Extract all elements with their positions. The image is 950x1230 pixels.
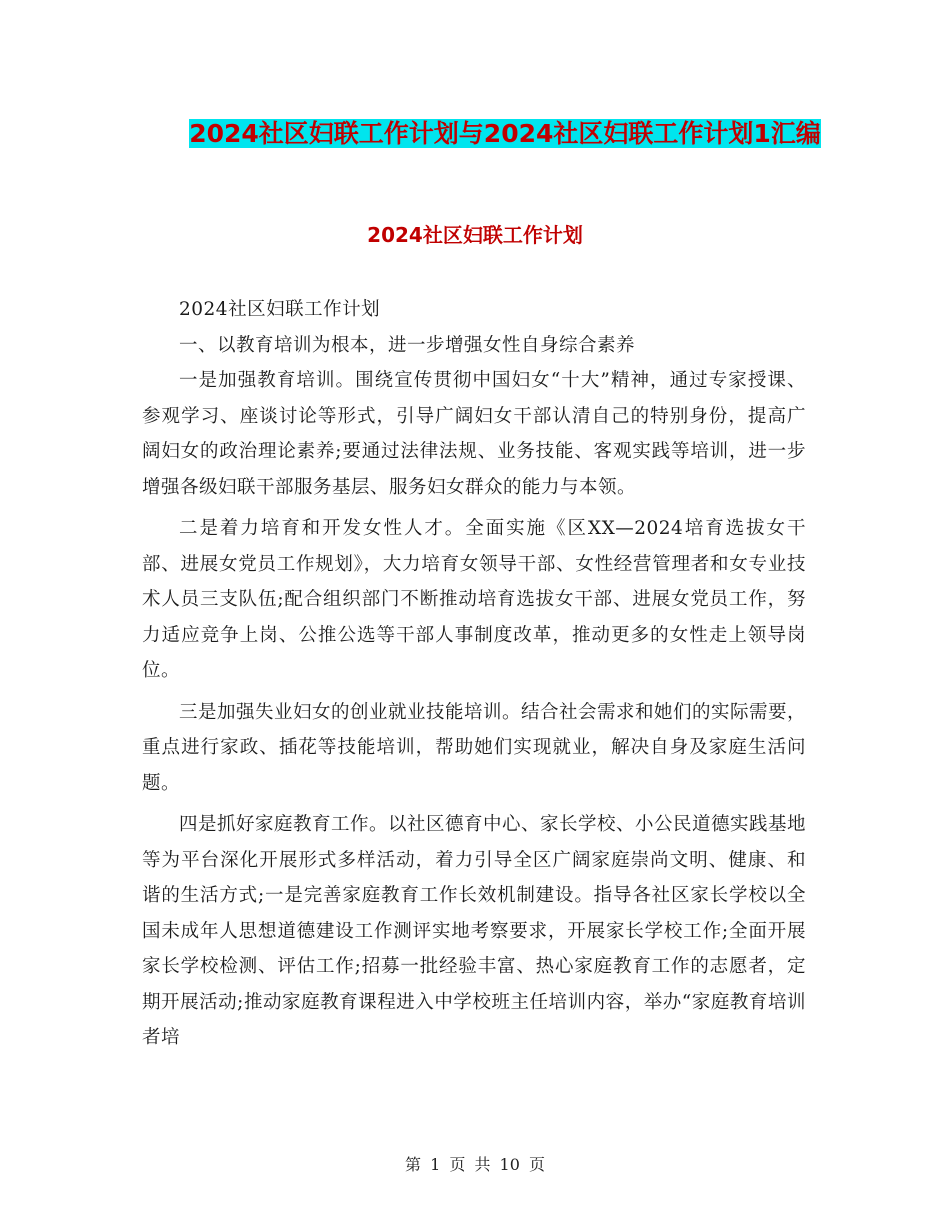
paragraph: 2024社区妇联工作计划 xyxy=(179,299,381,320)
paragraph: 三是加强失业妇女的创业就业技能培训。结合社会需求和她们的实际需要，重点进行家政、插花等技能培训，帮助她们实现就业，解决自身及家庭生活问题。 xyxy=(142,701,807,794)
paragraph: 一、以教育培训为根本，进一步增强女性自身综合素养 xyxy=(179,334,636,356)
page-footer: 第 1 页 共 10 页 xyxy=(405,1155,545,1174)
document-title-text: 2024社区妇联工作计划与2024社区妇联工作计划1汇编 xyxy=(189,119,821,148)
section-title: 2024社区妇联工作计划 xyxy=(367,223,583,247)
paragraph: 一是加强教育培训。围绕宣传贯彻中国妇女“十大”精神，通过专家授课、参观学习、座谈讨论等形式，引导广阔妇女干部认清自己的特别身份，提高广阔妇女的政治理论素养;要通过法律法规、业务技能、客观实践等培训，进一步增强各级妇联干部服务基层、服务妇女群众的能力与本领。 xyxy=(142,370,806,498)
paragraph: 二是着力培育和开发女性人才。全面实施《区XX—2024培育选拔女干部、进展女党员工作规划》，大力培育女领导干部、女性经营管理者和女专业技术人员三支队伍;配合组织部门不断推动培育选拔女干部、进展女党员工作，努力适应竞争上岗、公推公选等干部人事制度改革，推动更多的女性走上领导岗位。 xyxy=(142,518,806,681)
paragraph: 四是抓好家庭教育工作。以社区德育中心、家长学校、小公民道德实践基地等为平台深化开展形式多样活动，着力引导全区广阔家庭崇尚文明、健康、和谐的生活方式;一是完善家庭教育工作长效机制建设。指导各社区家长学校以全国未成年人思想道德建设工作测评实地考察要求，开展家长学校工作;全面开展家长学校检测、评估工作;招募一批经验丰富、热心家庭教育工作的志愿者，定期开展活动;推动家庭教育课程进入中学校班主任培训内容，举办“家庭教育培训者培 xyxy=(142,814,807,1048)
document-body xyxy=(142,292,806,1056)
document-title xyxy=(120,112,890,156)
